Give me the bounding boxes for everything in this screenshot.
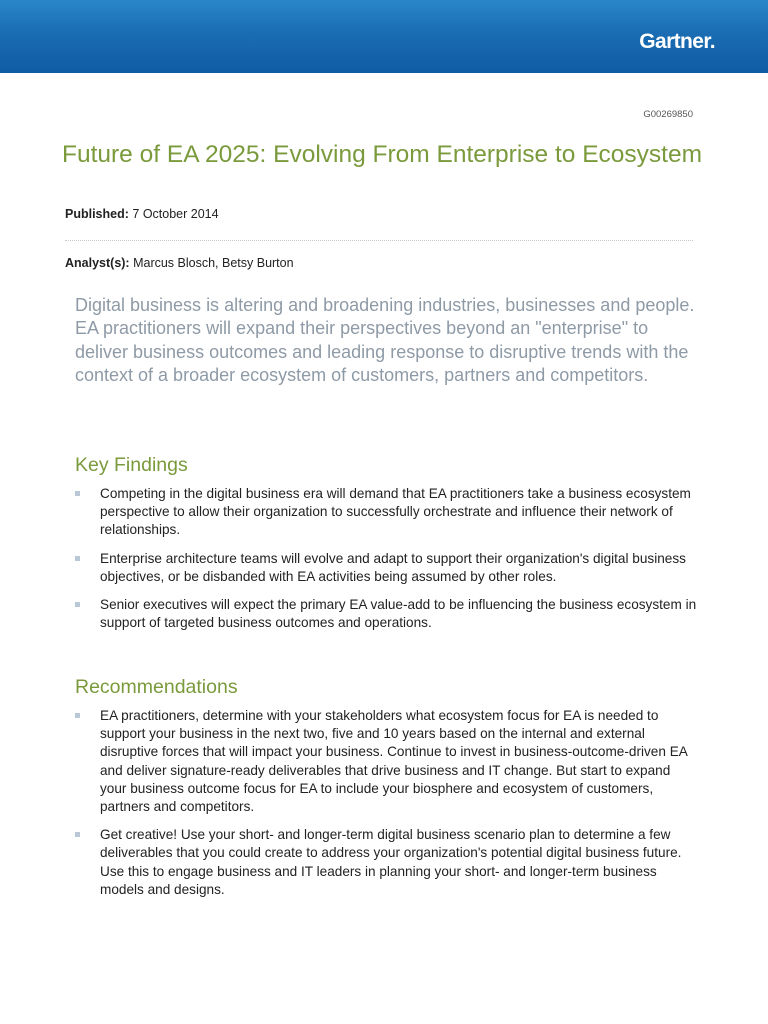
published-line [65, 207, 219, 221]
recommendations-list [75, 707, 700, 909]
list-item [75, 707, 700, 816]
document-title: Future of EA 2025: Evolving From Enterprise to Ecosystem [62, 141, 703, 168]
list-item [75, 596, 700, 632]
analysts-line [65, 256, 294, 270]
list-item [75, 826, 700, 899]
list-item-text: Senior executives will expect the primary EA value-add to be influencing the business ecosystem in support of targeted business outcomes and operations. [100, 597, 697, 631]
published-label: Published: [65, 207, 129, 221]
key-findings-heading: Key Findings [75, 454, 188, 476]
document-id: G00269850 [643, 109, 693, 120]
list-item-text: Get creative! Use your short- and longer-term digital business scenario plan to determine a few deliverables that you could create to address your organization's potential digital business future. Use this to engage business and IT leaders in planning your short- and longer-term business models and designs. [100, 827, 682, 897]
analysts-names: Marcus Blosch, Betsy Burton [133, 256, 294, 270]
header-banner [0, 0, 768, 73]
bullet-square-icon [75, 602, 80, 607]
list-item [75, 550, 700, 586]
list-item-text: Enterprise architecture teams will evolve and adapt to support their organization's digital business objectives, or be disbanded with EA activities being assumed by other roles. [100, 550, 686, 584]
bullet-square-icon [75, 491, 80, 496]
list-item-text: Competing in the digital business era will demand that EA practitioners take a business ecosystem perspective to allow their organization to successfully orchestrate and influence their network of relationships. [100, 486, 691, 538]
list-item [75, 485, 700, 540]
bullet-square-icon [75, 832, 80, 837]
gartner-logo: Gartner. [639, 30, 715, 53]
summary-text: Digital business is altering and broadening industries, businesses and people. EA practitioners will expand their perspectives beyond an "enterprise" to deliver business outcomes and leading response to disruptive trends with the context of a broader ecosystem of customers, partners and competitors. [75, 295, 695, 385]
meta-divider [65, 240, 693, 241]
bullet-square-icon [75, 713, 80, 718]
recommendations-heading: Recommendations [75, 676, 238, 698]
bullet-square-icon [75, 556, 80, 561]
analysts-label: Analyst(s): [65, 256, 130, 270]
key-findings-list [75, 485, 700, 642]
published-date: 7 October 2014 [132, 207, 219, 221]
list-item-text: EA practitioners, determine with your stakeholders what ecosystem focus for EA is needed to support your business in the next two, five and 10 years based on the internal and external disruptive forces that will impact your business. Continue to invest in business-outcome-driven EA and deliver signature-ready deliverables that drive business and IT change. But start to expand your business outcome focus for EA to include your biosphere and ecosystem of customers, partners and competitors. [100, 708, 688, 815]
